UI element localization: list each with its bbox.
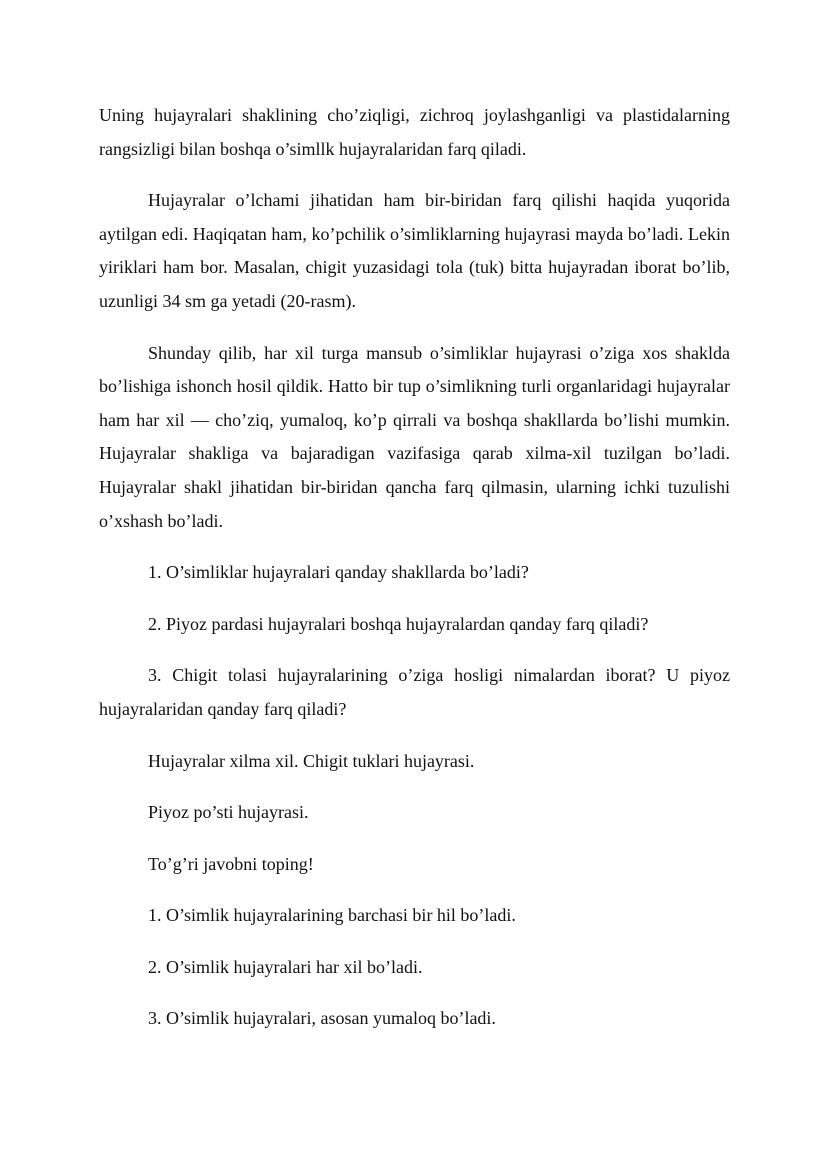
quiz-option-2: 2. O’simlik hujayralari har xil bo’ladi. bbox=[148, 956, 423, 977]
question-1: 1. O’simliklar hujayralari qanday shakllarda bo’ladi? bbox=[148, 562, 529, 583]
paragraph-cell-shape-summary: Shunday qilib, har xil turga mansub o’simliklar hujayrasi o’ziga xos shaklda bo’lishiga ishonch hosil qildik. Hatto bir tup o’simlikning turli organlaridagi hujayralar ham har xil — cho’ziq, yumaloq, ko’p qirrali va boshqa shakllarda bo’lishi mumkin. Hujayralar shakliga va bajaradigan vazifasiga qarab xilma-xil tuzilgan bo’ladi. Hujayralar shakl jihatidan bir-biridan qancha farq qilmasin, ularning ichki tuzulishi o’xshash bo’ladi. bbox=[99, 342, 730, 531]
paragraph-plastid-difference: Uning hujayralari shaklining cho’ziqligi, zichroq joylashganligi va plastidalarning rangsizligi bilan boshqa o’simllk hujayralaridan farq qiladi. bbox=[99, 105, 730, 159]
quiz-option-3: 3. O’simlik hujayralari, asosan yumaloq bo’ladi. bbox=[148, 1008, 496, 1029]
figure-caption-cotton-cells: Hujayralar xilma xil. Chigit tuklari hujayrasi. bbox=[148, 750, 475, 771]
question-2: 2. Piyoz pardasi hujayralari boshqa hujayralardan qanday farq qiladi? bbox=[148, 613, 649, 634]
quiz-heading: To’g’ri javobni toping! bbox=[148, 853, 314, 874]
figure-caption-onion-cells: Piyoz po’sti hujayrasi. bbox=[148, 802, 309, 823]
question-3: 3. Chigit tolasi hujayralarining o’ziga hosligi nimalardan iborat? U piyoz hujayralaridan qanday farq qiladi? bbox=[99, 665, 730, 719]
paragraph-cell-size: Hujayralar o’lchami jihatidan ham bir-biridan farq qilishi haqida yuqorida aytilgan edi. Haqiqatan ham, ko’pchilik o’simliklarning hujayrasi mayda bo’ladi. Lekin yiriklari ham bor. Masalan, chigit yuzasidagi tola (tuk) bitta hujayradan iborat bo’lib, uzunligi 34 sm ga yetadi (20-rasm). bbox=[99, 190, 730, 311]
quiz-option-1: 1. O’simlik hujayralarining barchasi bir hil bo’ladi. bbox=[148, 905, 516, 926]
document-page bbox=[99, 99, 730, 1036]
